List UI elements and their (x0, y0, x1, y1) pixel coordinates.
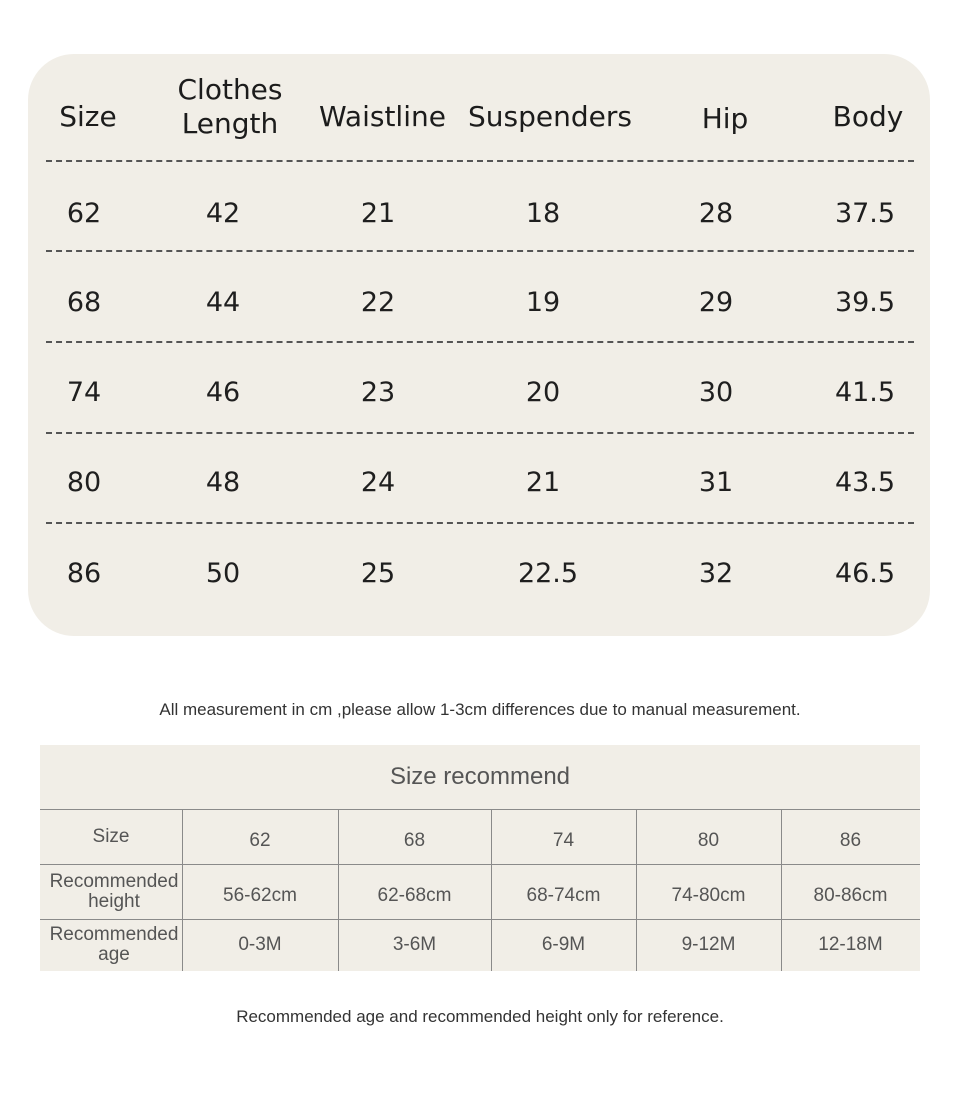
cell-clothes-length: 46 (205, 376, 241, 408)
cell-size: 86 (66, 557, 102, 589)
size-value: 80 (697, 829, 720, 851)
cell-suspenders: 20 (525, 376, 561, 408)
cell-body: 46.5 (834, 557, 896, 589)
size-value: 74 (552, 829, 575, 851)
height-value: 68-74cm (526, 884, 601, 906)
reference-note: Recommended age and recommended height only for reference. (236, 1007, 724, 1026)
cell-hip: 31 (698, 466, 734, 498)
cell-suspenders: 22.5 (517, 557, 579, 589)
header-clothes-length (160, 54, 300, 160)
cell-waistline: 23 (360, 376, 396, 408)
height-value: 56-62cm (223, 884, 297, 906)
header-size: Size (59, 100, 117, 133)
age-value: 6-9M (541, 934, 586, 955)
size-value: 86 (839, 829, 862, 851)
size-recommend-table (40, 745, 920, 971)
height-value: 80-86cm (813, 884, 888, 906)
cell-clothes-length: 50 (205, 557, 241, 589)
cell-clothes-length: 48 (205, 466, 241, 498)
row-divider (46, 341, 914, 343)
cell-suspenders: 18 (525, 197, 561, 229)
row-divider (46, 432, 914, 434)
row-divider (46, 160, 914, 162)
size-value: 62 (249, 829, 271, 851)
cell-size: 68 (66, 286, 102, 318)
cell-suspenders: 19 (525, 286, 561, 318)
cell-body: 39.5 (834, 286, 896, 318)
header-waistline: Waistline (319, 100, 446, 133)
cell-hip: 29 (698, 286, 734, 318)
measurement-note: All measurement in cm ,please allow 1-3cm differences due to manual measurement. (159, 700, 801, 719)
height-value: 74-80cm (671, 884, 746, 906)
cell-clothes-length: 42 (205, 197, 241, 229)
row-divider (46, 522, 914, 524)
cell-waistline: 24 (360, 466, 396, 498)
age-value: 9-12M (681, 934, 736, 955)
cell-body: 43.5 (834, 466, 896, 498)
age-value: 3-6M (392, 934, 437, 955)
cell-hip: 30 (698, 376, 734, 408)
cell-size: 74 (66, 376, 102, 408)
header-suspenders: Suspenders (468, 100, 632, 133)
cell-body: 37.5 (834, 197, 896, 229)
row-label-height: Recommended height (49, 870, 179, 912)
header-clothes-length-label: Clothes Length (177, 73, 283, 140)
age-value: 12-18M (818, 934, 883, 955)
cell-hip: 28 (698, 197, 734, 229)
header-body: Body (832, 100, 904, 133)
row-divider (46, 250, 914, 252)
cell-body: 41.5 (834, 376, 896, 408)
size-recommend-title: Size recommend (389, 763, 571, 790)
row-label-size: Size (92, 825, 130, 847)
cell-size: 62 (66, 197, 102, 229)
cell-suspenders: 21 (525, 466, 561, 498)
header-hip: Hip (701, 102, 749, 135)
cell-hip: 32 (698, 557, 734, 589)
cell-waistline: 25 (360, 557, 396, 589)
size-value: 68 (403, 829, 426, 851)
cell-waistline: 21 (360, 197, 396, 229)
cell-clothes-length: 44 (205, 286, 241, 318)
cell-waistline: 22 (360, 286, 396, 318)
cell-size: 80 (66, 466, 102, 498)
age-value: 0-3M (238, 934, 282, 955)
height-value: 62-68cm (377, 884, 452, 906)
row-label-age: Recommended age (49, 924, 179, 965)
